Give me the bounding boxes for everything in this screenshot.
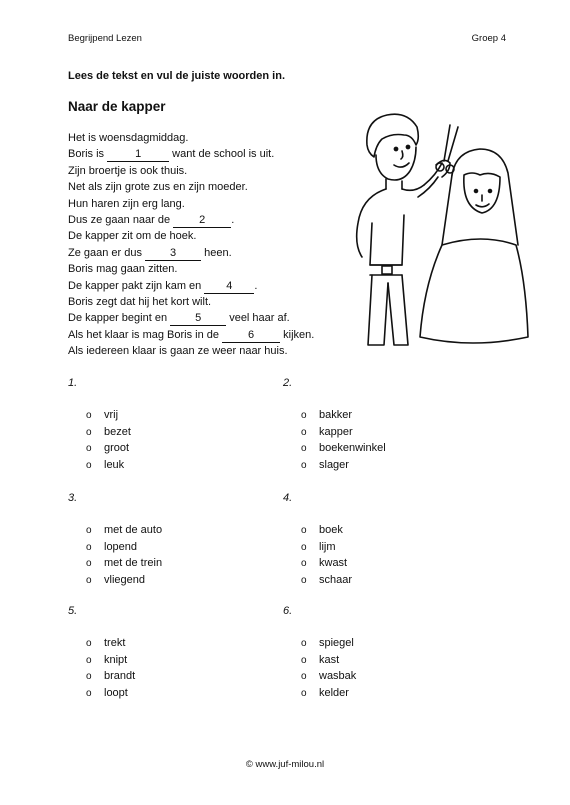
- story-line: Als het klaar is mag Boris in de 6 kijken.: [68, 328, 315, 341]
- question-6: [283, 603, 356, 701]
- radio-bullet-icon: o: [301, 671, 307, 682]
- option-item[interactable]: o slager: [283, 457, 386, 474]
- story-line: Zijn broertje is ook thuis.: [68, 164, 188, 177]
- option-item[interactable]: o boek: [283, 522, 352, 539]
- header-subject: Begrijpend Lezen: [68, 33, 142, 44]
- radio-bullet-icon: o: [301, 574, 307, 586]
- option-item[interactable]: o knipt: [68, 652, 135, 669]
- story-line: Het is woensdagmiddag.: [68, 132, 189, 144]
- radio-bullet-icon: o: [301, 459, 307, 471]
- header-grade: Groep 4: [471, 33, 506, 44]
- page-title: Naar de kapper: [68, 99, 166, 114]
- question-number: 6.: [283, 605, 293, 617]
- story-text: [68, 130, 314, 359]
- option-item[interactable]: o met de trein: [68, 555, 162, 572]
- radio-bullet-icon: o: [86, 541, 92, 553]
- story-line: Hun haren zijn erg lang.: [68, 197, 185, 210]
- option-item[interactable]: o kelder: [283, 685, 356, 702]
- question-number: 2.: [283, 377, 293, 389]
- option-item[interactable]: o groot: [68, 440, 131, 457]
- radio-bullet-icon: o: [86, 459, 92, 471]
- radio-bullet-icon: o: [301, 558, 307, 569]
- story-line: Als iedereen klaar is gaan ze weer naar huis.: [68, 345, 288, 358]
- option-item[interactable]: o lopend: [68, 539, 162, 556]
- option-list: [68, 407, 131, 473]
- footer-copyright: © www.juf-milou.nl: [245, 759, 325, 770]
- blank-field[interactable]: 6: [222, 329, 280, 343]
- radio-bullet-icon: o: [86, 525, 92, 536]
- radio-bullet-icon: o: [86, 443, 92, 454]
- question-number: 5.: [68, 605, 78, 617]
- story-line: De kapper begint en 5 veel haar af.: [68, 312, 290, 325]
- option-item[interactable]: o loopt: [68, 685, 135, 702]
- question-number: 3.: [68, 492, 78, 504]
- blank-field[interactable]: 4: [204, 280, 254, 294]
- question-number: 1.: [68, 377, 78, 389]
- story-line: Ze gaan er dus 3 heen.: [68, 246, 232, 259]
- option-item[interactable]: o vrij: [68, 407, 131, 424]
- option-item[interactable]: o boekenwinkel: [283, 440, 386, 457]
- radio-bullet-icon: o: [301, 525, 307, 536]
- option-item[interactable]: o lijm: [283, 539, 352, 556]
- option-item[interactable]: o wasbak: [283, 668, 356, 685]
- option-item[interactable]: o met de auto: [68, 522, 162, 539]
- option-item[interactable]: o schaar: [283, 572, 352, 589]
- radio-bullet-icon: o: [86, 638, 92, 649]
- question-2: [283, 375, 386, 473]
- blank-field[interactable]: 2: [173, 214, 231, 228]
- story-line: Net als zijn grote zus en zijn moeder.: [68, 181, 248, 194]
- story-line: De kapper zit om de hoek.: [68, 230, 197, 243]
- instruction: Lees de tekst en vul de juiste woorden in.: [68, 70, 285, 82]
- radio-bullet-icon: o: [301, 410, 307, 421]
- option-list: [283, 522, 352, 588]
- hairdresser-illustration-icon: [332, 105, 532, 355]
- radio-bullet-icon: o: [86, 687, 92, 699]
- question-3: [68, 490, 162, 588]
- blank-field[interactable]: 5: [170, 312, 226, 326]
- radio-bullet-icon: o: [86, 671, 92, 682]
- question-1: [68, 375, 131, 473]
- option-list: [68, 635, 135, 701]
- story-line: Boris mag gaan zitten.: [68, 263, 178, 276]
- question-4: [283, 490, 352, 588]
- radio-bullet-icon: o: [86, 410, 92, 421]
- option-item[interactable]: o leuk: [68, 457, 131, 474]
- story-line: Dus ze gaan naar de 2 .: [68, 213, 235, 226]
- option-list: [283, 407, 386, 473]
- blank-field[interactable]: 1: [107, 148, 169, 162]
- option-list: [283, 635, 356, 701]
- option-item[interactable]: o kast: [283, 652, 356, 669]
- story-line: Boris is 1 want de school is uit.: [68, 148, 275, 161]
- question-number: 4.: [283, 492, 293, 504]
- radio-bullet-icon: o: [86, 558, 92, 569]
- option-item[interactable]: o kwast: [283, 555, 352, 572]
- radio-bullet-icon: o: [301, 687, 307, 699]
- radio-bullet-icon: o: [301, 638, 307, 649]
- option-list: [68, 522, 162, 588]
- option-item[interactable]: o trekt: [68, 635, 135, 652]
- option-item[interactable]: o spiegel: [283, 635, 356, 652]
- blank-field[interactable]: 3: [145, 247, 201, 261]
- option-item[interactable]: o bakker: [283, 407, 386, 424]
- question-5: [68, 603, 135, 701]
- option-item[interactable]: o kapper: [283, 424, 386, 441]
- radio-bullet-icon: o: [86, 654, 92, 666]
- radio-bullet-icon: o: [301, 541, 307, 553]
- option-item[interactable]: o bezet: [68, 424, 131, 441]
- option-item[interactable]: o vliegend: [68, 572, 162, 589]
- option-item[interactable]: o brandt: [68, 668, 135, 685]
- radio-bullet-icon: o: [301, 426, 307, 438]
- story-line: Boris zegt dat hij het kort wilt.: [68, 295, 212, 308]
- radio-bullet-icon: o: [86, 426, 92, 438]
- radio-bullet-icon: o: [86, 574, 92, 586]
- radio-bullet-icon: o: [301, 443, 307, 454]
- radio-bullet-icon: o: [301, 654, 307, 666]
- story-line: De kapper pakt zijn kam en 4 .: [68, 279, 258, 292]
